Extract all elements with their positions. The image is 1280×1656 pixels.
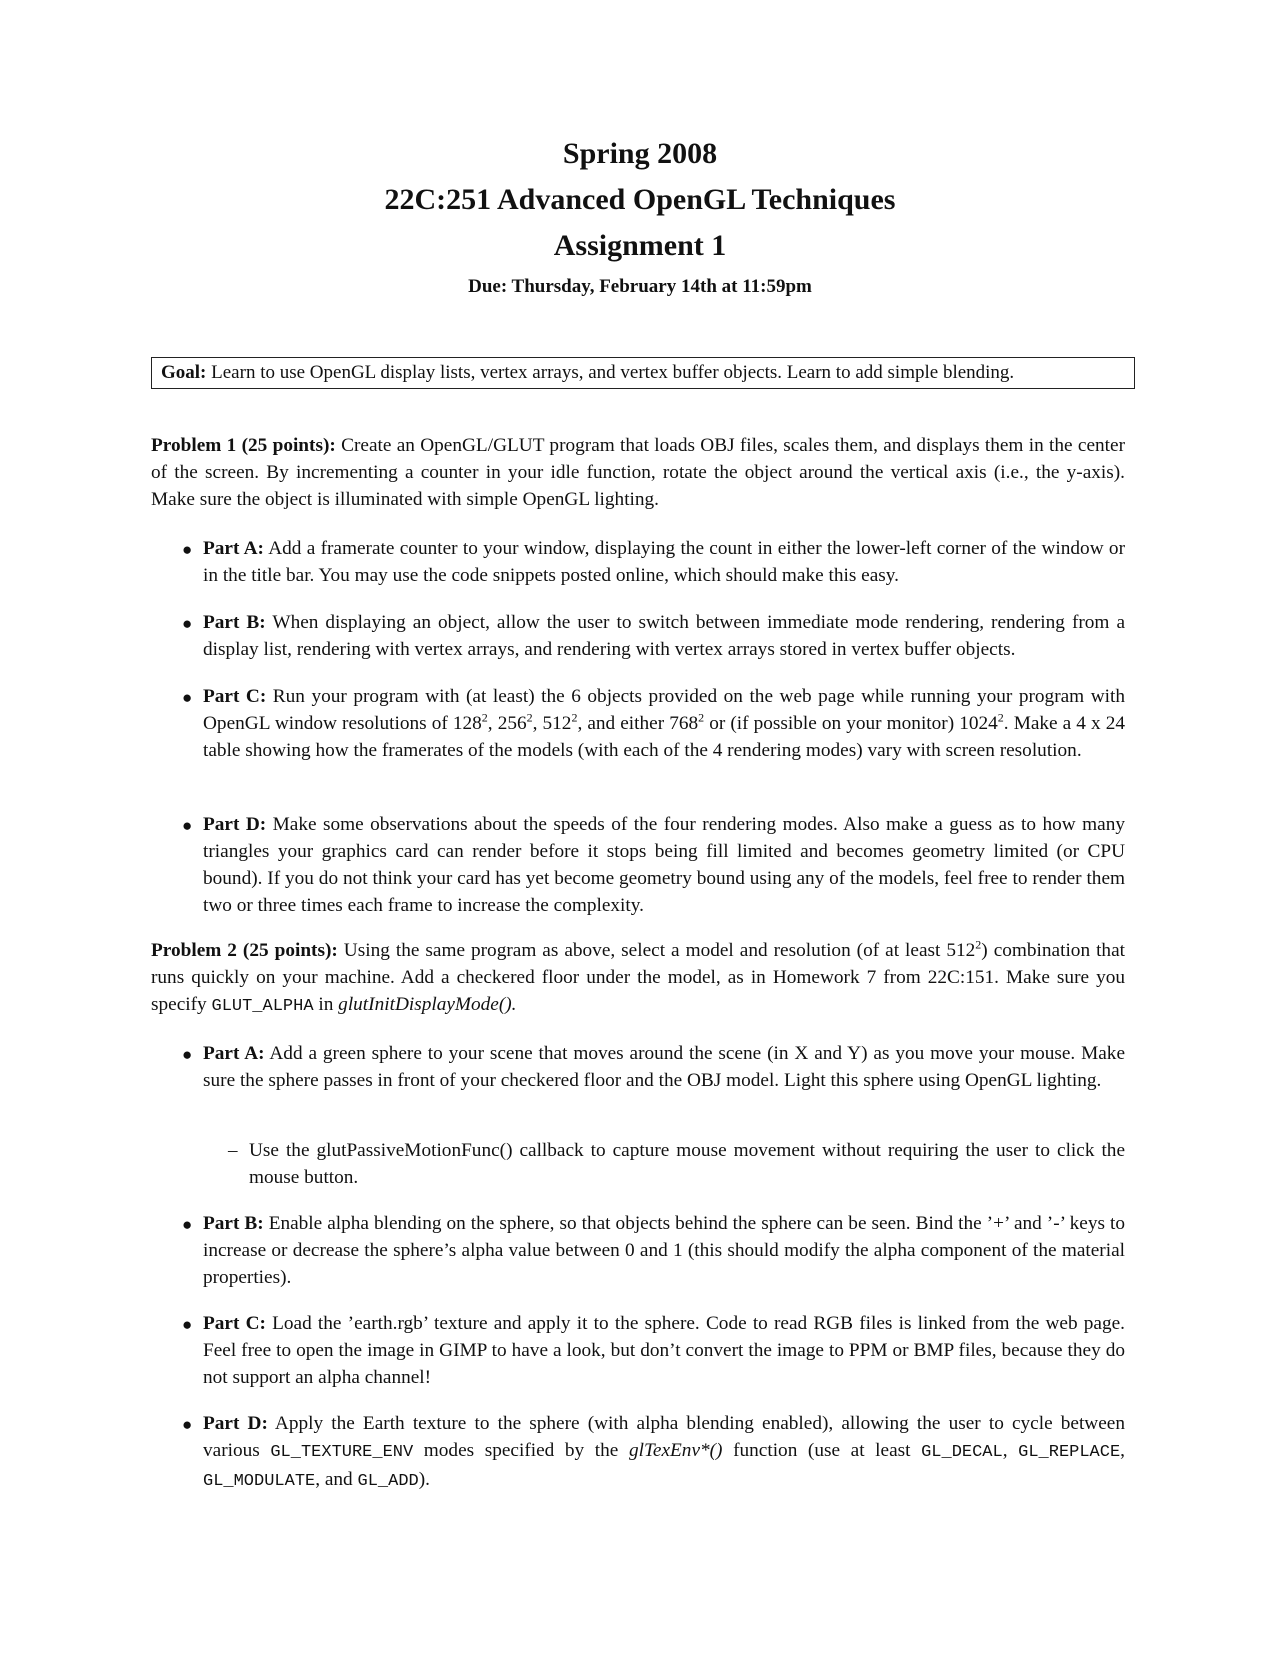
problem-2-part-d: Part D: Apply the Earth texture to the sphere (with alpha blending enabled), allowing the user to cycle between various GL_TEXTURE_ENV modes specified by the glTexEnv*() function (use at least GL_DECAL, GL_REPLACE, GL_MODULATE, and GL_ADD). (203, 1413, 1125, 1491)
problem-1-part-c: Part C: Run your program with (at least) the 6 objects provided on the web page while running your program with OpenGL window resolutions of $128^2$, $256^2$, $512^2$, and either $768^2$ or (if possible on your monitor) 1024$^2$. Make a 4 x 24 table showing how the framerates of the models (with each of the 4 rendering modes) vary with screen resolution. (203, 686, 1126, 761)
problem-2-part-b (203, 1210, 1125, 1291)
part-text: Load the ’earth.rgb’ texture and apply it to the sphere. Code to read RGB files is linked from the web page. Feel free to open the image in GIMP to have a look, but don’t convert the image to PPM or BMP files, because they do not support an alpha channel! (203, 1313, 1125, 1388)
part-text: Add a framerate counter to your window, displaying the count in either the lower-left corner of the window or in the title bar. You may use the code snippets posted online, which should make this easy. (203, 538, 1125, 586)
problem-1-part-d (203, 811, 1125, 919)
due-date: Due: Thursday, February 14th at 11:59pm (468, 276, 812, 297)
part-label: Part C: (203, 686, 267, 707)
goal-box (151, 357, 1135, 389)
part-text: Enable alpha blending on the sphere, so that objects behind the sphere can be seen. Bind the ’+’ and ’-’ keys to increase or decrease the sphere’s alpha value between 0 and 1 (this should modify the alpha component of the material properties). (203, 1213, 1125, 1288)
part-text: Add a green sphere to your scene that moves around the scene (in X and Y) as you move your mouse. Make sure the sphere passes in front of your checkered floor and the OBJ model. Light this sphere using OpenGL lighting. (203, 1043, 1126, 1091)
problem-1-part-b (203, 609, 1125, 663)
problem-1-text: Create an OpenGL/GLUT program that loads OBJ files, scales them, and displays them in the center of the screen. By incrementing a counter in your idle function, rotate the object around the vertical axis (i.e., the y-axis). Make sure the object is illuminated with simple OpenGL lighting. (151, 435, 1126, 510)
dash-icon: – (228, 1140, 238, 1161)
part-label: Part D: (203, 1413, 268, 1434)
assignment-title: Assignment 1 (553, 229, 727, 262)
goal-label: Goal: (161, 362, 207, 383)
part-label: Part A: (203, 538, 264, 559)
bullet-icon: ● (182, 1215, 193, 1234)
problem-2-part-a-sub: Use the glutPassiveMotionFunc() callback to capture mouse movement without requiring the user to click the mouse button. (249, 1140, 1125, 1188)
part-label: Part A: (203, 1043, 265, 1064)
part-label: Part D: (203, 814, 267, 835)
part-label: Part B: (203, 1213, 264, 1234)
code-glut-alpha: GLUT_ALPHA (211, 997, 314, 1016)
problem-1-label: Problem 1 (25 points): (151, 435, 336, 456)
part-label: Part C: (203, 1313, 266, 1334)
course-title: 22C:251 Advanced OpenGL Techniques (384, 183, 896, 216)
bullet-icon: ● (182, 1315, 193, 1334)
bullet-icon: ● (182, 1045, 193, 1064)
part-text: Make some observations about the speeds of the four rendering modes. Also make a guess as to how many triangles your graphics card can render before it stops being fill limited and becomes geometry limited (or CPU bound). If you do not think your card has yet become geometry bound using any of the models, feel free to render them two or three times each frame to increase the complexity. (203, 814, 1125, 916)
problem-2: Problem 2 (25 points): Using the same program as above, select a model and resolution (of at least $512^2$) combination that runs quickly on your machine. Add a checkered floor under the model, as in Homework 7 from 22C:151. Make sure you specify GLUT_ALPHA in glutInitDisplayMode(). (151, 937, 1125, 1016)
goal-text: Learn to use OpenGL display lists, vertex arrays, and vertex buffer objects. Learn to add simple blending. (206, 362, 1015, 383)
problem-2-part-c (203, 1310, 1125, 1391)
bullet-icon: ● (182, 614, 193, 633)
problem-2-label: Problem 2 (25 points): (151, 940, 338, 961)
term-heading: Spring 2008 (562, 137, 718, 170)
problem-1 (151, 432, 1125, 513)
bullet-icon: ● (182, 688, 193, 707)
part-text: When displaying an object, allow the user to switch between immediate mode rendering, rendering from a display list, rendering with vertex arrays, and rendering with vertex arrays stored in vertex buffer objects. (203, 612, 1126, 660)
problem-1-part-a (203, 535, 1125, 589)
part-label: Part B: (203, 612, 266, 633)
bullet-icon: ● (182, 816, 193, 835)
function-name: glutInitDisplayMode(). (338, 994, 517, 1015)
problem-2-part-a (203, 1040, 1125, 1094)
bullet-icon: ● (182, 1415, 193, 1434)
bullet-icon: ● (182, 540, 193, 559)
